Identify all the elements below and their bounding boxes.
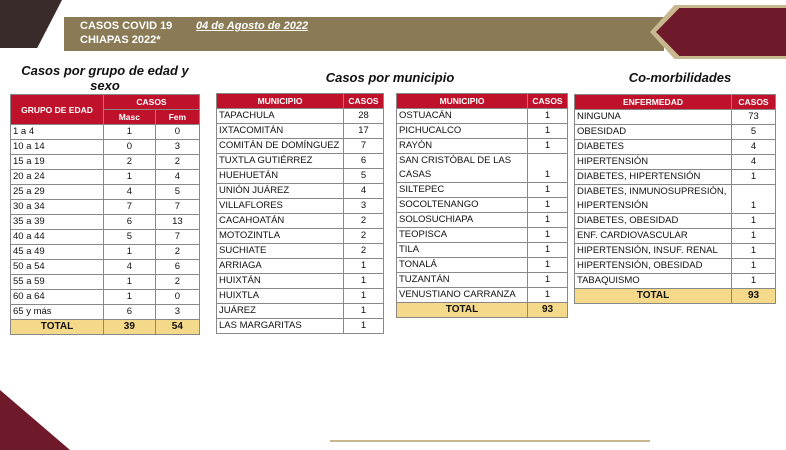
fem-cases-cell: 13: [155, 215, 199, 230]
age-group-cell: 25 a 29: [11, 185, 104, 200]
masc-cases-cell: 1: [104, 245, 156, 260]
footer-line: [330, 440, 650, 442]
municipio-cases-cell: 2: [344, 244, 384, 259]
municipio-cases-cell: 1: [528, 109, 568, 124]
municipio-name-cell: COMITÁN DE DOMÍNGUEZ: [217, 139, 344, 154]
table-row: [397, 183, 568, 198]
age-group-cell: 65 y más: [11, 305, 104, 320]
table-row: [397, 154, 568, 183]
fem-cases-cell: 0: [155, 125, 199, 140]
comorb-section-title: Co-morbilidades: [628, 70, 732, 85]
fem-cases-cell: 2: [155, 275, 199, 290]
comorbidity-name-cell: NINGUNA: [575, 110, 732, 125]
table-row: [11, 185, 200, 200]
table-row: [397, 213, 568, 228]
comorb-col-name: ENFERMEDAD: [575, 95, 732, 110]
municipio-total-row: [397, 303, 568, 318]
table-row: [397, 258, 568, 273]
table-row: [217, 154, 384, 169]
masc-cases-cell: 4: [104, 185, 156, 200]
masc-cases-cell: 4: [104, 260, 156, 275]
mun-right-col-name: MUNICIPIO: [397, 94, 528, 109]
municipio-cases-cell: 7: [344, 139, 384, 154]
municipio-name-cell: UNIÓN JUÁREZ: [217, 184, 344, 199]
masc-cases-cell: 6: [104, 305, 156, 320]
age-group-cell: 10 a 14: [11, 140, 104, 155]
comorbidity-cases-cell: 1: [732, 229, 776, 244]
municipio-cases-cell: 1: [344, 289, 384, 304]
comorbidity-name-cell: DIABETES, OBESIDAD: [575, 214, 732, 229]
table-row: [11, 260, 200, 275]
table-row: [575, 214, 776, 229]
table-row: [11, 200, 200, 215]
municipio-name-cell: TUXTLA GUTIÉRREZ: [217, 154, 344, 169]
comorbidity-cases-cell: 1: [732, 170, 776, 185]
municipio-cases-cell: 1: [344, 274, 384, 289]
age-group-cell: 40 a 44: [11, 230, 104, 245]
municipio-cases-cell: 2: [344, 214, 384, 229]
comorbidity-name-cell: DIABETES, HIPERTENSIÓN: [575, 170, 732, 185]
age-total-masc: 39: [104, 320, 156, 335]
comorb-total-row: [575, 289, 776, 304]
fem-cases-cell: 7: [155, 200, 199, 215]
mun-left-col-cases: CASOS: [344, 94, 384, 109]
comorbidity-cases-cell: 1: [732, 274, 776, 289]
age-group-cell: 50 a 54: [11, 260, 104, 275]
age-group-cell: 45 a 49: [11, 245, 104, 260]
municipio-name-cell: TUZANTÁN: [397, 273, 528, 288]
fem-cases-cell: 7: [155, 230, 199, 245]
municipio-cases-cell: 28: [344, 109, 384, 124]
comorbidity-name-cell: HIPERTENSIÓN, OBESIDAD: [575, 259, 732, 274]
municipio-cases-cell: 1: [344, 259, 384, 274]
municipio-cases-cell: 4: [344, 184, 384, 199]
municipio-cases-cell: 1: [528, 124, 568, 139]
municipio-cases-cell: 3: [344, 199, 384, 214]
municipio-name-cell: IXTACOMITÁN: [217, 124, 344, 139]
municipio-name-cell: HUIXTLA: [217, 289, 344, 304]
municipio-cases-cell: 1: [528, 183, 568, 198]
comorbidity-cases-cell: 1: [732, 244, 776, 259]
comorbidity-name-cell: HIPERTENSIÓN, INSUF. RENAL: [575, 244, 732, 259]
age-total-row: [11, 320, 200, 335]
comorbidity-cases-cell: 73: [732, 110, 776, 125]
table-row: [575, 259, 776, 274]
table-row: [11, 305, 200, 320]
comorbidity-name-cell: ENF. CARDIOVASCULAR: [575, 229, 732, 244]
age-section-title: Casos por grupo de edad y sexo: [21, 63, 189, 93]
municipio-cases-cell: 1: [528, 213, 568, 228]
age-col-cases: CASOS: [104, 95, 200, 110]
comorbidity-cases-cell: 5: [732, 125, 776, 140]
masc-cases-cell: 0: [104, 140, 156, 155]
age-group-cell: 55 a 59: [11, 275, 104, 290]
table-row: [11, 170, 200, 185]
table-row: [575, 125, 776, 140]
table-row: [217, 199, 384, 214]
table-row: [217, 124, 384, 139]
municipio-name-cell: SOCOLTENANGO: [397, 198, 528, 213]
age-total-fem: 54: [155, 320, 199, 335]
table-row: [217, 259, 384, 274]
municipio-name-cell: SOLOSUCHIAPA: [397, 213, 528, 228]
comorbidity-name-cell: DIABETES, INMUNOSUPRESIÓN, HIPERTENSIÓN: [575, 185, 732, 214]
masc-cases-cell: 6: [104, 215, 156, 230]
table-row: [11, 290, 200, 305]
municipio-name-cell: CACAHOATÁN: [217, 214, 344, 229]
fem-cases-cell: 2: [155, 155, 199, 170]
municipio-name-cell: VILLAFLORES: [217, 199, 344, 214]
municipio-cases-cell: 2: [344, 229, 384, 244]
age-group-cell: 1 a 4: [11, 125, 104, 140]
mun-right-col-cases: CASOS: [528, 94, 568, 109]
table-row: [11, 215, 200, 230]
table-row: [575, 274, 776, 289]
age-group-cell: 30 a 34: [11, 200, 104, 215]
corner-decoration: [656, 8, 786, 56]
table-row: [397, 139, 568, 154]
comorbidity-name-cell: OBESIDAD: [575, 125, 732, 140]
table-row: [217, 289, 384, 304]
municipio-name-cell: LAS MARGARITAS: [217, 319, 344, 334]
mun-left-col-name: MUNICIPIO: [217, 94, 344, 109]
municipio-name-cell: VENUSTIANO CARRANZA: [397, 288, 528, 303]
municipio-cases-cell: 1: [528, 288, 568, 303]
masc-cases-cell: 5: [104, 230, 156, 245]
header-title: CASOS COVID 19: [80, 20, 173, 32]
table-row: [575, 244, 776, 259]
municipio-cases-cell: 1: [528, 243, 568, 258]
comorbidity-cases-cell: 1: [732, 185, 776, 214]
municipio-section-title: Casos por municipio: [325, 70, 455, 85]
comorbidity-cases-cell: 4: [732, 155, 776, 170]
masc-cases-cell: 2: [104, 155, 156, 170]
municipio-cases-cell: 1: [528, 273, 568, 288]
comorbidity-name-cell: DIABETES: [575, 140, 732, 155]
municipio-cases-cell: 1: [528, 154, 568, 183]
municipio-cases-cell: 1: [528, 228, 568, 243]
comorb-total-label: TOTAL: [575, 289, 732, 304]
fem-cases-cell: 0: [155, 290, 199, 305]
municipio-name-cell: SAN CRISTÓBAL DE LAS CASAS: [397, 154, 528, 183]
masc-cases-cell: 1: [104, 170, 156, 185]
table-row: [11, 275, 200, 290]
municipio-name-cell: OSTUACÁN: [397, 109, 528, 124]
municipio-cases-cell: 1: [528, 198, 568, 213]
municipio-table-right: [396, 93, 568, 318]
age-group-cell: 60 a 64: [11, 290, 104, 305]
comorb-table: [574, 94, 776, 304]
table-row: [217, 304, 384, 319]
fem-cases-cell: 2: [155, 245, 199, 260]
fem-cases-cell: 3: [155, 305, 199, 320]
masc-cases-cell: 1: [104, 290, 156, 305]
age-col-masc: Masc: [104, 110, 156, 125]
table-row: [217, 319, 384, 334]
table-row: [217, 229, 384, 244]
comorb-total-value: 93: [732, 289, 776, 304]
fem-cases-cell: 4: [155, 170, 199, 185]
municipio-name-cell: TILA: [397, 243, 528, 258]
municipio-name-cell: JUÁREZ: [217, 304, 344, 319]
bottom-left-decoration: [0, 390, 70, 450]
table-row: [217, 169, 384, 184]
comorbidity-cases-cell: 1: [732, 214, 776, 229]
municipio-name-cell: TEOPISCA: [397, 228, 528, 243]
table-row: [11, 140, 200, 155]
municipio-name-cell: TONALÁ: [397, 258, 528, 273]
municipio-name-cell: PICHUCALCO: [397, 124, 528, 139]
table-row: [575, 229, 776, 244]
municipio-name-cell: HUIXTÁN: [217, 274, 344, 289]
table-row: [575, 170, 776, 185]
fem-cases-cell: 6: [155, 260, 199, 275]
table-row: [397, 198, 568, 213]
table-row: [11, 245, 200, 260]
table-row: [217, 109, 384, 124]
table-row: [217, 139, 384, 154]
table-row: [11, 230, 200, 245]
comorbidity-name-cell: TABAQUISMO: [575, 274, 732, 289]
municipio-cases-cell: 1: [344, 319, 384, 334]
municipio-name-cell: SILTEPEC: [397, 183, 528, 198]
table-row: [217, 274, 384, 289]
header-left-shape: [0, 0, 62, 48]
municipio-total-label: TOTAL: [397, 303, 528, 318]
table-row: [217, 184, 384, 199]
municipio-name-cell: MOTOZINTLA: [217, 229, 344, 244]
age-group-cell: 15 a 19: [11, 155, 104, 170]
table-row: [217, 214, 384, 229]
table-row: [217, 244, 384, 259]
age-total-label: TOTAL: [11, 320, 104, 335]
table-row: [397, 124, 568, 139]
table-row: [397, 273, 568, 288]
municipio-cases-cell: 1: [344, 304, 384, 319]
table-row: [11, 155, 200, 170]
municipio-total-value: 93: [528, 303, 568, 318]
table-row: [397, 288, 568, 303]
municipio-name-cell: RAYÓN: [397, 139, 528, 154]
table-row: [575, 185, 776, 214]
comorbidity-name-cell: HIPERTENSIÓN: [575, 155, 732, 170]
municipio-cases-cell: 1: [528, 258, 568, 273]
municipio-cases-cell: 17: [344, 124, 384, 139]
fem-cases-cell: 5: [155, 185, 199, 200]
municipio-cases-cell: 1: [528, 139, 568, 154]
table-row: [397, 243, 568, 258]
comorb-col-cases: CASOS: [732, 95, 776, 110]
table-row: [397, 228, 568, 243]
table-row: [575, 155, 776, 170]
table-row: [11, 125, 200, 140]
age-col-group: GRUPO DE EDAD: [11, 95, 104, 125]
table-row: [575, 140, 776, 155]
header-date: 04 de Agosto de 2022: [196, 20, 309, 32]
municipio-name-cell: TAPACHULA: [217, 109, 344, 124]
municipio-name-cell: SUCHIATE: [217, 244, 344, 259]
age-col-fem: Fem: [155, 110, 199, 125]
comorbidity-cases-cell: 1: [732, 259, 776, 274]
municipio-cases-cell: 6: [344, 154, 384, 169]
age-group-cell: 35 a 39: [11, 215, 104, 230]
table-row: [397, 109, 568, 124]
age-group-cell: 20 a 24: [11, 170, 104, 185]
masc-cases-cell: 1: [104, 125, 156, 140]
fem-cases-cell: 3: [155, 140, 199, 155]
header-subtitle: CHIAPAS 2022*: [80, 34, 161, 46]
masc-cases-cell: 7: [104, 200, 156, 215]
municipio-table-left: [216, 93, 384, 334]
municipio-cases-cell: 5: [344, 169, 384, 184]
table-row: [575, 110, 776, 125]
masc-cases-cell: 1: [104, 275, 156, 290]
comorbidity-cases-cell: 4: [732, 140, 776, 155]
municipio-name-cell: HUEHUETÁN: [217, 169, 344, 184]
age-table: [10, 94, 200, 335]
municipio-name-cell: ARRIAGA: [217, 259, 344, 274]
